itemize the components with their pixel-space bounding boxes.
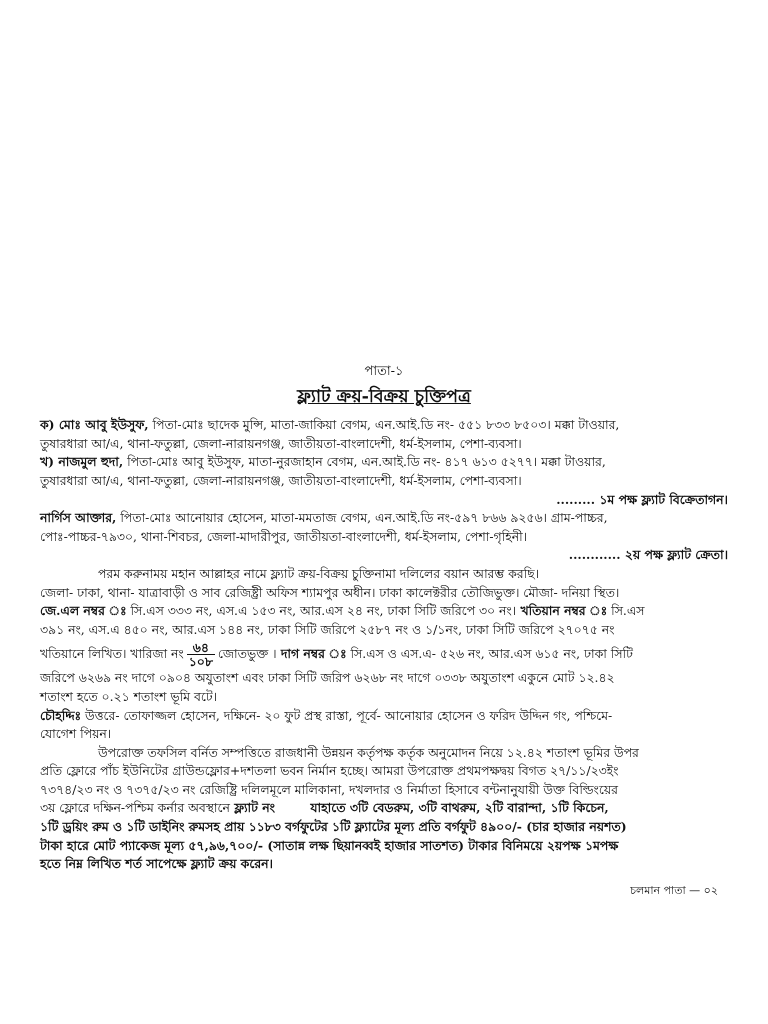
boundary-line-2: যোগেশ পিয়ন। xyxy=(40,726,112,742)
buyer-details: পিতা-মোঃ আনোয়ার হোসেন, মাতা-মমতাজ বেগম, এন.আই.ডি নং-৫৯৭ ৮৬৬ ৯২৫৬। গ্রাম-পাচ্চর, xyxy=(116,510,608,526)
seller-2-line-2: তুষারধারা আ/এ, থানা-ফতুল্লা, জেলা-নারায়নগঞ্জ, জাতীয়তা-বাংলাদেশী, ধর্ম-ইসলাম, পেশা-ব্যবসা। xyxy=(40,472,522,488)
khatian-label: খতিয়ান নম্বর ঃ xyxy=(516,603,608,619)
first-party-label: ......... ১ম পক্ষ ফ্ল্যাট বিক্রেতাগন। xyxy=(556,491,728,507)
kharija-fraction xyxy=(187,641,215,668)
body-line-4 xyxy=(40,799,728,818)
khatian-text: সি.এস xyxy=(607,603,645,619)
dag-line-3: শতাংশ হতে ০.২১ শতাংশ ভূমি বটে। xyxy=(40,688,218,704)
buyer-name: নার্গিস আক্তার, xyxy=(40,510,117,526)
fraction-denominator: ১০৮ xyxy=(188,654,213,670)
seller-2-line-1 xyxy=(40,453,728,472)
dag-text: সি.এস ও এস.এ- ৫২৬ নং, আর.এস ৬১৫ নং, ঢাকা সিটি xyxy=(346,646,633,662)
price-line-1: ১টি ড্রয়িং রুম ও ১টি ডাইনিং রুমসহ প্রায় ১১৮৩ বর্গফুটের ১টি ফ্ল্যাটের মূল্য প্রতি বর্গফুট ৪৯০০/- (চার হাজার নয়শত) xyxy=(40,819,627,835)
intro-paragraph: পরম করুনাময় মহান আল্লাহর নামে ফ্ল্যাট ক্রয়-বিক্রয় চুক্তিনামা দলিলের বয়ান আরম্ভ করছি। xyxy=(98,565,540,581)
buyer-line-2: পোঃ-পাচ্চর-৭৯৩০, থানা-শিবচর, জেলা-মাদারীপুর, জাতীয়তা-বাংলাদেশী, ধর্ম-ইসলাম, পেশা-গৃহিনী। xyxy=(40,528,528,544)
seller-1-line-2: তুষারধারা আ/এ, থানা-ফতুল্লা, জেলা-নারায়নগঞ্জ, জাতীয়তা-বাংলাদেশী, ধর্ম-ইসলাম, পেশা-ব্যবসা। xyxy=(40,435,522,451)
buyer-line-1 xyxy=(40,509,728,528)
seller-2-name: খ) নাজমুল হুদা, xyxy=(40,454,124,470)
price-line-2: টাকা হারে মোট প্যাকেজ মূল্য ৫৭,৯৬,৭০০/- (সাতান্ন লক্ষ ছিয়ানব্বই হাজার সাতশত) টাকার বিনিময়ে ২য়পক্ষ ১মপক্ষ xyxy=(40,837,619,853)
kharija-dag-line xyxy=(40,639,728,669)
second-party-label: ............ ২য় পক্ষ ফ্ল্যাট ক্রেতা। xyxy=(568,547,728,563)
flat-features: যাহাতে ৩টি বেডরুম, ৩টি বাথরুম, ২টি বারান্দা, ১টি কিচেন, xyxy=(310,800,609,816)
price-line-3: হতে নিম্ন লিখিত শর্ত সাপেক্ষে ফ্ল্যাট ক্রয় করেন। xyxy=(40,856,273,872)
seller-2-details: পিতা-মোঃ আবু ইউসুফ, মাতা-নুরজাহান বেগম, এন.আই.ডি নং- ৪১৭ ৬১৩ ৫২৭৭। মক্কা টাওয়ার, xyxy=(123,454,606,470)
fraction-numerator: ৬৪ xyxy=(187,641,215,655)
document-body xyxy=(40,363,728,900)
boundary-text: উত্তরে- তোফাজ্জল হোসেন, দক্ষিনে- ২০ ফুট প্রস্থ রাস্তা, পূর্বে- আনোয়ার হোসেন ও ফরিদ উদ্দিন গং, পশ্চিমে- xyxy=(81,707,613,723)
dag-line-2: জরিপে ৬২৬৯ নং দাগে ০৯০৪ অযুতাংশ এবং ঢাকা সিটি জরিপ ৬২৬৮ নং দাগে ০৩৩৮ অযুতাংশ একুনে মোট ১২.৪২ xyxy=(40,670,615,686)
jl-text: সি.এস ৩৩৩ নং, এস.এ ১৫৩ নং, আর.এস ২৪ নং, ঢাকা সিটি জরিপে ৩০ নং। xyxy=(126,603,517,619)
kharija-post: জোতভুক্ত । xyxy=(217,646,277,662)
boundary-line xyxy=(40,707,728,726)
body-line-3: ৭৩৭৪/২৩ নং ও ৭৩৭৫/২৩ নং রেজিষ্ট্রি দলিলমূলে মালিকানা, দখলদার ও নির্মাতা হিসাবে বন্টনানুযায়ী উক্ত বিল্ডিংয়ের xyxy=(40,781,618,797)
body-line-2: প্রতি ফ্লোরে পাঁচ ইউনিটের গ্রাউন্ডফ্লোর+দশতলা ভবন নির্মান হচ্ছে। আমরা উপরোক্ত প্রথমপক্ষদ্বয় বিগত ২৭/১১/২৩ইং xyxy=(40,763,619,779)
seller-1-name: ক) মোঃ আবু ইউসুফ, xyxy=(40,417,149,433)
seller-1-details: পিতা-মোঃ ছাদেক মুন্সি, মাতা-জাকিয়া বেগম, এন.আই.ডি নং- ৫৫১ ৮৩৩ ৮৫০৩। মক্কা টাওয়ার, xyxy=(148,417,620,433)
seller-1-line-1 xyxy=(40,416,728,435)
body-line-1: উপরোক্ত তফসিল বর্নিত সম্পত্তিতে রাজধানী উন্নয়ন কর্তৃপক্ষ কর্তৃক অনুমোদন নিয়ে ১২.৪২ শতাংশ ভূমির উপর xyxy=(98,744,639,760)
location-line: জেলা- ঢাকা, থানা- যাত্রাবাড়ী ও সাব রেজিষ্ট্রী অফিস শ্যামপুর অধীন। ঢাকা কালেক্টরীর তৌজিভুক্ত। মৌজা- দনিয়া স্থিত। xyxy=(40,584,620,600)
document-title: ফ্ল্যাট ক্রয়-বিক্রয় চুক্তিপত্র xyxy=(297,386,471,407)
jl-label: জে.এল নম্বর ঃ xyxy=(40,603,127,619)
page-number: পাতা-১ xyxy=(364,364,404,379)
floor-location: ৩য় ফ্লোরে দক্ষিন-পশ্চিম কর্নার অবস্থানে xyxy=(40,800,230,816)
flat-number-blank xyxy=(275,800,310,815)
jl-khatian-line xyxy=(40,602,728,621)
dag-label: দাগ নম্বর ঃ xyxy=(276,646,347,662)
kharija-text: খতিয়ানে লিখিত। খারিজা নং xyxy=(40,646,184,662)
flat-number-label: ফ্ল্যাট নং xyxy=(229,800,275,816)
khatian-line-2: ৩৯১ নং, এস.এ ৪৫০ নং, আর.এস ১৪৪ নং, ঢাকা সিটি জরিপে ২৫৮৭ নং ও ১/১নং, ঢাকা সিটি জরিপে ২৭০৭৫ নং xyxy=(40,621,615,637)
boundary-label: চৌহদ্দিঃ xyxy=(40,707,82,723)
continued-page-note: চলমান পাতা — ০২ xyxy=(630,883,718,897)
